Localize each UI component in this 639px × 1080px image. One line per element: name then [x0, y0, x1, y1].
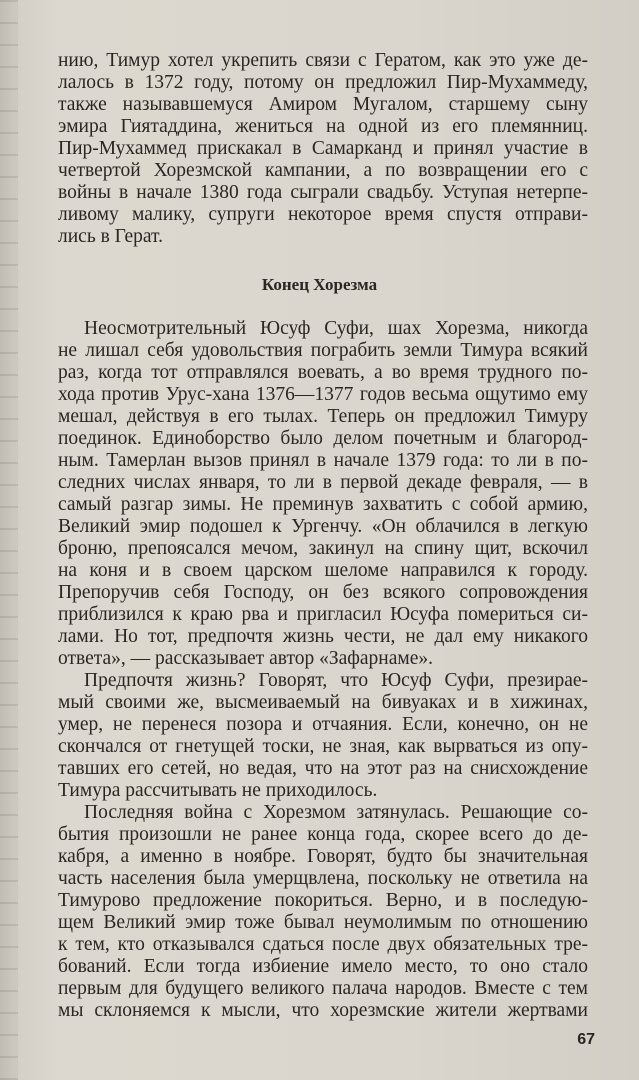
- page-spine-shadow: [0, 0, 18, 1080]
- text-line: первым для будущего великого палача народов. Вместе с тем: [58, 978, 588, 999]
- text-line: Предпочтя жизнь? Говорят, что Юсуф Суфи, презирае-: [84, 670, 588, 691]
- section-heading: Конец Хорезма: [261, 275, 378, 294]
- text-line: скончался от гнетущей тоски, не зная, как вырваться из опу-: [58, 736, 588, 757]
- text-line: эмира Гиятаддина, жениться на одной из его племянниц.: [58, 116, 588, 137]
- text-line: броню, препоясался мечом, закинул на спину щит, вскочил: [58, 538, 588, 559]
- text-line: ответа», — рассказывает автор «Зафарнаме».: [58, 648, 434, 669]
- text-line: к тем, кто отказывался сдаться после двух обязательных тре-: [58, 934, 588, 955]
- text-line: лами. Но тот, предпочтя жизнь чести, не дал ему никакого: [58, 626, 588, 647]
- text-line: щем Великий эмир тоже бывал неумолимым по отношению: [58, 912, 588, 933]
- text-line: бытия произошли не ранее конца года, скорее всего до де-: [58, 824, 588, 845]
- text-line: мешал, действуя в его тылах. Теперь он предложил Тимуру: [58, 406, 588, 427]
- text-line: войны в начале 1380 года сыграли свадьбу. Уступая нетерпе-: [58, 182, 588, 203]
- text-line: четвертой Хорезмской кампании, а по возвращении его с: [58, 160, 588, 181]
- text-line: лалось в 1372 году, потому он предложил Пир-Мухаммеду,: [58, 72, 588, 93]
- text-line: следних числах января, то ли в первой декаде февраля, — в: [58, 472, 588, 493]
- text-line: не лишал себя удовольствия пограбить земли Тимура всякий: [58, 340, 588, 361]
- text-line: ным. Тамерлан вызов принял в начале 1379 года: то ли в по-: [58, 450, 588, 471]
- text-line: на коня и в своем царском шеломе направился к городу.: [58, 560, 588, 581]
- text-line: также называвшемуся Амиром Мугалом, старшему сыну: [58, 94, 588, 115]
- text-line: Препоручив себя Господу, он без всякого сопровождения: [58, 582, 588, 603]
- text-line: Великий эмир подошел к Ургенчу. «Он облачился в легкую: [58, 516, 588, 537]
- text-line: мый своими же, высмеиваемый на бивуаках и в хижинах,: [58, 692, 588, 713]
- text-line: самый разгар зимы. Не преминув захватить с собой армию,: [58, 494, 588, 515]
- text-line: тавших его сетей, но ведая, что на этот раз на снисхождение: [58, 758, 588, 779]
- text-line: бований. Если тогда избиение имело место, то оно стало: [58, 956, 588, 977]
- text-line: Тимура рассчитывать не приходилось.: [58, 780, 378, 801]
- text-line: ливому малику, супруги некоторое время спустя отправи-: [58, 204, 588, 225]
- text-line: раз, когда тот отправлялся воевать, а во время трудного по-: [58, 362, 588, 383]
- page-number: 67: [577, 1031, 595, 1048]
- text-line: лись в Герат.: [58, 226, 163, 247]
- text-line: хода против Урус-хана 1376—1377 годов весьма ощутимо ему: [58, 384, 588, 405]
- text-line: Последняя война с Хорезмом затянулась. Решающие со-: [84, 802, 588, 823]
- text-line: Тимурово предложение покориться. Верно, и в последую-: [58, 890, 588, 911]
- text-line: часть населения была умерщвлена, поскольку не ответила на: [58, 868, 588, 889]
- text-line: Неосмотрительный Юсуф Суфи, шах Хорезма, никогда: [84, 318, 588, 339]
- text-line: поединок. Единоборство было делом почетным и благород-: [58, 428, 588, 449]
- text-line: мы склоняемся к мысли, что хорезмские жители жертвами: [58, 1000, 588, 1021]
- text-line: Пир-Мухаммед прискакал в Самарканд и принял участие в: [58, 138, 588, 159]
- text-line: нию, Тимур хотел укрепить связи с Гератом, как это уже де-: [58, 50, 588, 71]
- text-line: приблизился к краю рва и пригласил Юсуфа помериться си-: [58, 604, 588, 625]
- text-line: умер, не перенеся позора и отчаяния. Если, конечно, он не: [58, 714, 588, 735]
- text-line: кабря, а именно в ноябре. Говорят, будто бы значительная: [58, 846, 588, 867]
